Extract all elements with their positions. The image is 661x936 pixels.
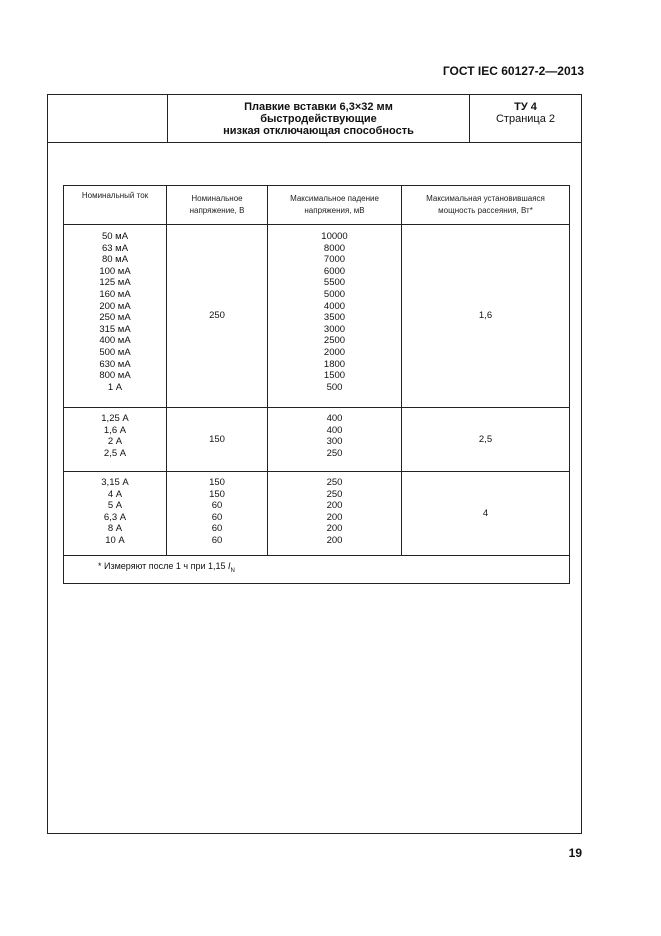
drop-value: 200 (326, 511, 343, 523)
col-header-max-power: Максимальная установившаяся мощность рассеяния, Вт* (402, 186, 570, 225)
drop-value: 7000 (323, 254, 346, 266)
current-list (64, 408, 167, 472)
drop-value: 10000 (321, 231, 348, 242)
current-value: 10 А (105, 534, 125, 546)
table-row (64, 472, 570, 556)
current-list (64, 472, 167, 556)
header-row (48, 95, 581, 143)
current-value: 63 мА (101, 242, 129, 254)
current-list (64, 225, 167, 408)
current-value: 500 мА (99, 346, 131, 358)
drop-value: 250 (326, 488, 343, 500)
footnote-symbol: I (228, 561, 231, 572)
drop-value: 200 (326, 500, 343, 512)
voltage-value: 60 (211, 523, 223, 535)
current-value: 5 А (107, 500, 123, 512)
current-value: 2,5 А (103, 447, 127, 459)
drop-value: 200 (326, 523, 343, 535)
current-value: 630 мА (99, 358, 131, 370)
table-row (64, 408, 570, 472)
voltage-value: 150 (209, 477, 225, 488)
drop-list (268, 408, 402, 472)
document-title (168, 95, 470, 142)
drop-value: 8000 (323, 242, 346, 254)
voltage-cell: 250 (167, 225, 268, 408)
footnote-text: * Измеряют после 1 ч при 1,15 (98, 561, 226, 572)
current-value: 125 мА (99, 277, 131, 289)
drop-value: 250 (326, 447, 343, 459)
drop-value: 200 (326, 534, 343, 546)
current-value: 3,15 А (101, 477, 129, 488)
current-value: 4 А (107, 488, 123, 500)
drop-value: 4000 (323, 300, 346, 312)
voltage-value: 150 (209, 488, 225, 500)
drop-value: 400 (326, 424, 343, 436)
footnote (64, 556, 570, 584)
drop-value: 2500 (323, 335, 346, 347)
drop-value: 300 (326, 436, 343, 448)
sheet-page: Страница 2 (495, 113, 556, 125)
power-cell: 4 (402, 472, 570, 556)
drop-list (268, 472, 402, 556)
sheet-info (470, 95, 581, 148)
voltage-value: 60 (211, 534, 223, 546)
fuse-spec-table (63, 185, 570, 584)
current-value: 6,3 А (103, 511, 127, 523)
current-value: 80 мА (101, 254, 129, 266)
drop-value: 5500 (323, 277, 346, 289)
power-cell: 2,5 (402, 408, 570, 472)
drop-value: 400 (326, 413, 343, 424)
title-line-3: низкая отключающая способность (223, 125, 414, 137)
drop-value: 3500 (323, 312, 346, 324)
drop-value: 500 (326, 381, 343, 393)
current-value: 200 мА (99, 300, 131, 312)
sheet-id: ТУ 4 (514, 101, 537, 113)
drop-list (268, 225, 402, 408)
current-value: 160 мА (99, 288, 131, 300)
col-header-max-voltage-drop: Максимальное падение напряжения, мВ (268, 186, 402, 225)
table-header-row (64, 186, 570, 225)
current-value: 1 А (107, 381, 123, 393)
footnote-row (64, 556, 570, 584)
drop-value: 1800 (323, 358, 346, 370)
drop-value: 1500 (323, 370, 346, 382)
voltage-cell: 150 (167, 408, 268, 472)
current-value: 50 мА (101, 231, 129, 242)
title-line-1: Плавкие вставки 6,3×32 мм (244, 101, 393, 113)
footnote-subscript: N (230, 568, 235, 575)
voltage-value: 60 (211, 511, 223, 523)
drop-value: 250 (326, 477, 343, 488)
header-blank-cell (48, 95, 168, 142)
power-cell: 1,6 (402, 225, 570, 408)
drop-value: 5000 (323, 288, 346, 300)
current-value: 400 мА (99, 335, 131, 347)
page-frame (47, 94, 582, 834)
drop-value: 3000 (323, 323, 346, 335)
current-value: 8 А (107, 523, 123, 535)
page-number: 19 (568, 846, 582, 860)
current-value: 800 мА (99, 370, 131, 382)
col-header-rated-voltage: Номинальное напряжение, В (167, 186, 268, 225)
current-value: 2 А (107, 436, 123, 448)
voltage-list (167, 472, 268, 556)
current-value: 250 мА (99, 312, 131, 324)
col-header-rated-current: Номинальный ток (64, 186, 167, 225)
title-line-2: быстродействующие (260, 113, 377, 125)
standard-code: ГОСТ IEC 60127-2—2013 (442, 64, 584, 78)
current-value: 1,25 А (101, 413, 129, 424)
current-value: 1,6 А (103, 424, 127, 436)
voltage-value: 60 (211, 500, 223, 512)
current-value: 100 мА (99, 265, 131, 277)
drop-value: 6000 (323, 265, 346, 277)
drop-value: 2000 (323, 346, 346, 358)
table-row (64, 225, 570, 408)
current-value: 315 мА (99, 323, 131, 335)
